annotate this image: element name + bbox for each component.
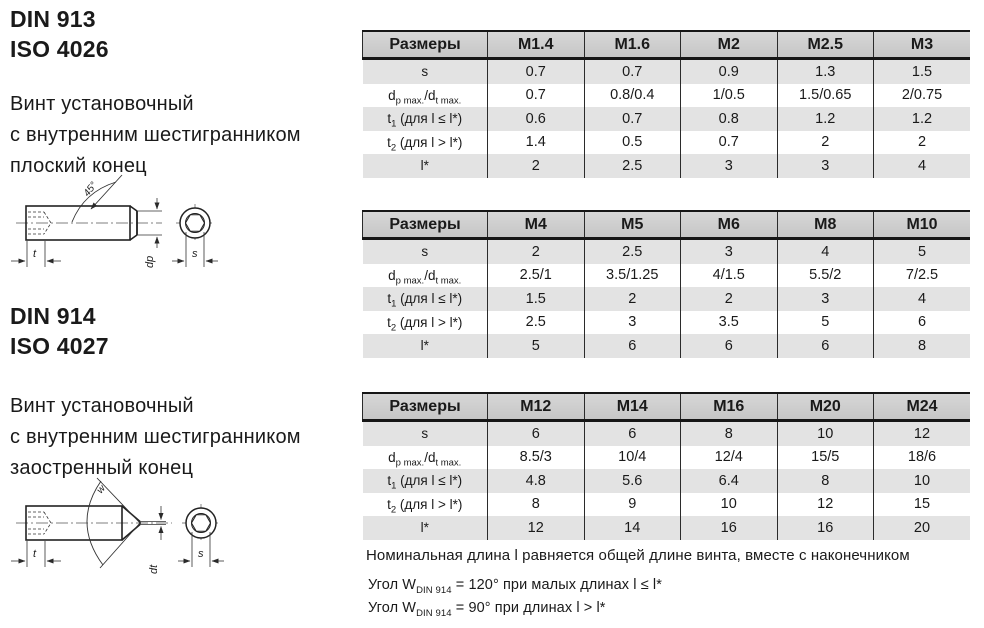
value-cell: 1.5	[488, 287, 585, 311]
table-corner-header: Размеры	[363, 393, 488, 421]
end-view-cone	[182, 504, 220, 542]
value-cell: 3	[777, 154, 874, 178]
value-cell: 4	[777, 239, 874, 264]
dimensions-table-m12-m24	[362, 392, 970, 540]
value-cell: 12	[874, 421, 971, 446]
angle-w-label: w	[94, 483, 108, 496]
row-label: $t_2$ (для l > l*)	[363, 493, 488, 517]
value-cell: 2	[874, 131, 971, 155]
value-cell: 4/1.5	[681, 264, 778, 288]
table-header-row	[363, 393, 971, 421]
value-cell: 6	[874, 311, 971, 335]
value-cell: 1.2	[777, 107, 874, 131]
angle-45-label: 45°	[81, 180, 100, 199]
din914-drawing	[4, 466, 236, 584]
table-row	[363, 84, 971, 108]
value-cell: 7/2.5	[874, 264, 971, 288]
value-cell: 3	[584, 311, 681, 335]
value-cell: 2/0.75	[874, 84, 971, 108]
value-cell: 3	[681, 154, 778, 178]
row-label: s	[363, 421, 488, 446]
value-cell: 0.7	[488, 84, 585, 108]
din914-number: DIN 914	[10, 303, 96, 329]
value-cell: 0.7	[584, 107, 681, 131]
value-cell: 14	[584, 516, 681, 540]
value-cell: 1.5	[874, 59, 971, 84]
size-column-header: M2	[681, 31, 778, 59]
value-cell: 9	[584, 493, 681, 517]
value-cell: 10	[681, 493, 778, 517]
row-label: l*	[363, 154, 488, 178]
value-cell: 6	[681, 334, 778, 358]
value-cell: 16	[681, 516, 778, 540]
table-row	[363, 446, 971, 470]
table-header-row	[363, 31, 971, 59]
value-cell: 15	[874, 493, 971, 517]
iso4027-number: ISO 4027	[10, 333, 109, 359]
row-label: $t_2$ (для l > l*)	[363, 131, 488, 155]
value-cell: 0.8	[681, 107, 778, 131]
din914-standards	[10, 301, 109, 361]
value-cell: 0.6	[488, 107, 585, 131]
value-cell: 8	[681, 421, 778, 446]
value-cell: 2	[488, 154, 585, 178]
value-cell: 0.7	[488, 59, 585, 84]
value-cell: 3	[681, 239, 778, 264]
din913-description	[10, 89, 301, 182]
value-cell: 12/4	[681, 446, 778, 470]
value-cell: 10	[874, 469, 971, 493]
note-angle-120: Угол $W_{DIN 914} = 120^\circ$ при малых длинах l ≤ l*	[368, 577, 662, 596]
value-cell: 5.5/2	[777, 264, 874, 288]
value-cell: 2.5	[584, 239, 681, 264]
chamfer-angle-annotation	[72, 175, 122, 222]
size-column-header: M10	[874, 211, 971, 239]
end-view-flat	[176, 204, 214, 242]
description-line: Винт установочный	[10, 93, 194, 115]
table-row	[363, 421, 971, 446]
value-cell: 0.9	[681, 59, 778, 84]
value-cell: 0.8/0.4	[584, 84, 681, 108]
description-line: заостренный конец	[10, 457, 194, 479]
size-column-header: M8	[777, 211, 874, 239]
size-column-header: M14	[584, 393, 681, 421]
table-row	[363, 516, 971, 540]
iso4026-number: ISO 4026	[10, 36, 109, 62]
size-column-header: M16	[681, 393, 778, 421]
value-cell: 2	[777, 131, 874, 155]
value-cell: 8	[777, 469, 874, 493]
note-nominal-length: Номинальная длина l равняется общей длине винта, вместе с наконечником	[366, 547, 910, 564]
value-cell: 4	[874, 154, 971, 178]
value-cell: 10	[777, 421, 874, 446]
row-label: s	[363, 239, 488, 264]
value-cell: 3	[777, 287, 874, 311]
value-cell: 1/0.5	[681, 84, 778, 108]
value-cell: 8	[488, 493, 585, 517]
dim-dp-label: dp	[144, 255, 156, 268]
value-cell: 3.5	[681, 311, 778, 335]
value-cell: 18/6	[874, 446, 971, 470]
dimensions-table-m4-m10	[362, 210, 970, 358]
value-cell: 4.8	[488, 469, 585, 493]
dim-s-label: s	[192, 248, 198, 260]
value-cell: 6	[584, 421, 681, 446]
row-label: $t_1$ (для l ≤ l*)	[363, 469, 488, 493]
table-row	[363, 107, 971, 131]
description-line: с внутренним шестигранником	[10, 426, 301, 448]
size-column-header: M5	[584, 211, 681, 239]
value-cell: 0.5	[584, 131, 681, 155]
size-column-header: M2.5	[777, 31, 874, 59]
table-corner-header: Размеры	[363, 31, 488, 59]
value-cell: 1.2	[874, 107, 971, 131]
value-cell: 0.7	[681, 131, 778, 155]
table-row	[363, 287, 971, 311]
value-cell: 5	[777, 311, 874, 335]
table-row	[363, 59, 971, 84]
value-cell: 2.5	[584, 154, 681, 178]
description-line: плоский конец	[10, 155, 147, 177]
value-cell: 2	[488, 239, 585, 264]
size-column-header: M12	[488, 393, 585, 421]
table-row	[363, 469, 971, 493]
table-row	[363, 334, 971, 358]
row-label: s	[363, 59, 488, 84]
dim-t-label: t	[33, 548, 37, 560]
dim-t-label: t	[33, 248, 37, 260]
table-row	[363, 131, 971, 155]
value-cell: 1.4	[488, 131, 585, 155]
value-cell: 10/4	[584, 446, 681, 470]
description-line: с внутренним шестигранником	[10, 124, 301, 146]
value-cell: 8.5/3	[488, 446, 585, 470]
value-cell: 20	[874, 516, 971, 540]
description-line: Винт установочный	[10, 395, 194, 417]
row-label: $d_{p max.}/d_{t max.}$	[363, 264, 488, 288]
table-row	[363, 154, 971, 178]
value-cell: 2	[681, 287, 778, 311]
value-cell: 1.3	[777, 59, 874, 84]
dim-dt-label: dt	[148, 564, 160, 574]
value-cell: 6	[777, 334, 874, 358]
table-header-row	[363, 211, 971, 239]
value-cell: 5.6	[584, 469, 681, 493]
value-cell: 1.5/0.65	[777, 84, 874, 108]
table-corner-header: Размеры	[363, 211, 488, 239]
value-cell: 12	[777, 493, 874, 517]
row-label: $t_2$ (для l > l*)	[363, 311, 488, 335]
row-label: $t_1$ (для l ≤ l*)	[363, 107, 488, 131]
value-cell: 4	[874, 287, 971, 311]
value-cell: 15/5	[777, 446, 874, 470]
size-column-header: M20	[777, 393, 874, 421]
value-cell: 0.7	[584, 59, 681, 84]
size-column-header: M4	[488, 211, 585, 239]
value-cell: 16	[777, 516, 874, 540]
value-cell: 5	[488, 334, 585, 358]
table-row	[363, 311, 971, 335]
size-column-header: M3	[874, 31, 971, 59]
value-cell: 8	[874, 334, 971, 358]
value-cell: 2	[584, 287, 681, 311]
size-column-header: M1.4	[488, 31, 585, 59]
table-row	[363, 493, 971, 517]
size-column-header: M1.6	[584, 31, 681, 59]
note-angle-90: Угол $W_{DIN 914} = 90^\circ$ при длинах l > l*	[368, 600, 606, 619]
value-cell: 6	[584, 334, 681, 358]
din913-drawing	[4, 170, 232, 276]
value-cell: 12	[488, 516, 585, 540]
size-column-header: M24	[874, 393, 971, 421]
din913-number: DIN 913	[10, 6, 96, 32]
row-label: l*	[363, 334, 488, 358]
value-cell: 5	[874, 239, 971, 264]
dimensions-table-m1-4-m3	[362, 30, 970, 178]
row-label: $t_1$ (для l ≤ l*)	[363, 287, 488, 311]
table-row	[363, 264, 971, 288]
size-column-header: M6	[681, 211, 778, 239]
dim-s-label: s	[198, 548, 204, 560]
value-cell: 2.5/1	[488, 264, 585, 288]
row-label: l*	[363, 516, 488, 540]
table-row	[363, 239, 971, 264]
value-cell: 3.5/1.25	[584, 264, 681, 288]
value-cell: 2.5	[488, 311, 585, 335]
din913-standards	[10, 4, 109, 64]
row-label: $d_{p max.}/d_{t max.}$	[363, 84, 488, 108]
row-label: $d_{p max.}/d_{t max.}$	[363, 446, 488, 470]
value-cell: 6.4	[681, 469, 778, 493]
value-cell: 6	[488, 421, 585, 446]
